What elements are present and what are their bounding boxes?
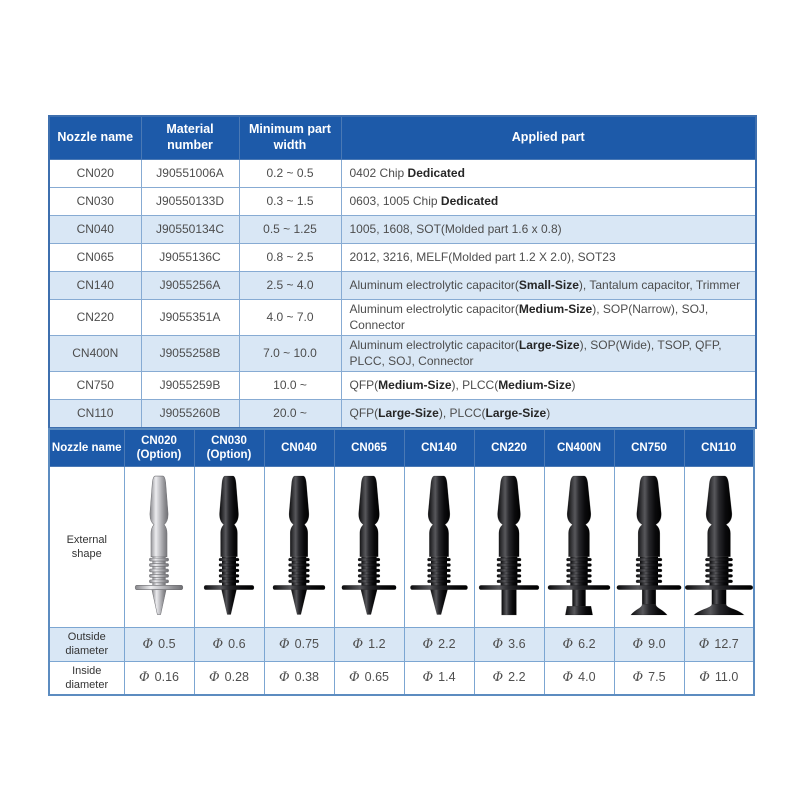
phi-symbol: Φ	[422, 670, 434, 686]
nozzle-name-cell: CN030	[49, 188, 141, 216]
spec-row-CN750	[49, 372, 756, 400]
diameter-value: 4.0	[578, 670, 596, 685]
col-header-applied-part: Applied part	[341, 116, 756, 160]
material-number-cell: J90550134C	[141, 216, 239, 244]
diameter-value: 0.5	[158, 636, 176, 651]
applied-part-cell	[341, 188, 756, 216]
material-number-cell: J9055258B	[141, 336, 239, 372]
inside-diameter-CN040	[264, 661, 334, 695]
shape-col-header-CN140: CN140	[404, 429, 474, 467]
diameter-value: 7.5	[648, 670, 666, 685]
diameter-value: 9.0	[648, 636, 666, 651]
applied-part-text: Aluminum electrolytic capacitor(	[349, 338, 519, 353]
diameter-value: 0.6	[228, 636, 246, 651]
phi-symbol: Φ	[492, 636, 504, 652]
minimum-part-width-cell: 0.5 ~ 1.25	[239, 216, 341, 244]
shape-col-header-CN400N: CN400N	[544, 429, 614, 467]
shape-col-header-CN110: CN110	[684, 429, 754, 467]
outside-diameter-CN040	[264, 628, 334, 662]
outside-diameter-CN030	[194, 628, 264, 662]
phi-symbol: Φ	[699, 670, 710, 686]
spec-header-row	[49, 116, 756, 160]
applied-part-cell	[341, 160, 756, 188]
shape-col-header-option: (Option)	[206, 449, 252, 461]
applied-part-cell	[341, 336, 756, 372]
outside-diameter-CN400N	[544, 628, 614, 662]
outside-diameter-CN020	[124, 628, 194, 662]
inside-diameter-CN140	[404, 661, 474, 695]
material-number-cell: J9055259B	[141, 372, 239, 400]
material-number-cell: J9055351A	[141, 300, 239, 336]
diameter-value: 0.16	[154, 670, 179, 685]
spec-row-CN040	[49, 216, 756, 244]
applied-part-bold-text: Dedicated	[440, 193, 499, 208]
shape-col-header-CN020: CN020 (Option)	[124, 429, 194, 467]
inside-diameter-CN220	[474, 661, 544, 695]
applied-part-cell	[341, 216, 756, 244]
applied-part-bold-text: Large-Size	[485, 406, 547, 421]
spec-row-CN110	[49, 400, 756, 429]
phi-symbol: Φ	[562, 636, 574, 652]
inside-diameter-CN030	[194, 661, 264, 695]
nozzle-shape-table	[48, 428, 755, 696]
phi-symbol: Φ	[278, 636, 290, 652]
inside-diameter-CN020	[124, 661, 194, 695]
shape-col-header-CN220: CN220	[474, 429, 544, 467]
phi-symbol: Φ	[422, 636, 434, 652]
diameter-value: 0.28	[224, 670, 249, 685]
phi-symbol: Φ	[562, 670, 574, 686]
phi-symbol: Φ	[632, 636, 644, 652]
inside-diameter-CN065	[334, 661, 404, 695]
applied-part-bold-text: Dedicated	[407, 165, 465, 180]
nozzle-image-CN750	[614, 467, 684, 628]
external-shape-row	[49, 467, 754, 628]
phi-symbol: Φ	[138, 670, 150, 686]
applied-part-cell	[341, 372, 756, 400]
phi-symbol: Φ	[632, 670, 644, 686]
diameter-value: 3.6	[508, 636, 526, 651]
applied-part-text: ), Tantalum capacitor, Trimmer	[578, 277, 741, 292]
applied-part-text: 1005, 1608, SOT(Molded part 1.6 x 0.8)	[349, 221, 562, 236]
row-label-external-shape: External shape	[49, 467, 124, 628]
diameter-value: 1.2	[368, 636, 386, 651]
col-header-material-number: Material number	[141, 116, 239, 160]
nozzle-image-CN030	[194, 467, 264, 628]
applied-part-bold-text: Medium-Size	[378, 378, 452, 393]
phi-symbol: Φ	[142, 636, 154, 652]
outside-diameter-CN220	[474, 628, 544, 662]
material-number-cell: J9055260B	[141, 400, 239, 429]
diameter-value: 12.7	[714, 636, 739, 651]
nozzle-image-CN040	[264, 467, 334, 628]
nozzle-name-cell: CN020	[49, 160, 141, 188]
minimum-part-width-cell: 7.0 ~ 10.0	[239, 336, 341, 372]
diameter-value: 1.4	[438, 670, 456, 685]
corner-header-nozzle-name: Nozzle name	[49, 429, 124, 467]
spec-row-CN030	[49, 188, 756, 216]
applied-part-text: ), PLCC(	[451, 378, 499, 393]
minimum-part-width-cell: 0.8 ~ 2.5	[239, 244, 341, 272]
outside-diameter-CN110	[684, 628, 754, 662]
outside-diameter-row	[49, 628, 754, 662]
nozzle-image-CN065	[334, 467, 404, 628]
col-header-minimum-part-width: Minimum part width	[239, 116, 341, 160]
nozzle-name-cell: CN065	[49, 244, 141, 272]
shape-col-header-CN030: CN030 (Option)	[194, 429, 264, 467]
phi-symbol: Φ	[212, 636, 224, 652]
outside-diameter-CN140	[404, 628, 474, 662]
shape-header-row	[49, 429, 754, 467]
applied-part-text: QFP(	[349, 406, 379, 421]
applied-part-text: 0402 Chip	[349, 165, 408, 180]
outside-diameter-CN065	[334, 628, 404, 662]
nozzle-image-CN220	[474, 467, 544, 628]
diameter-value: 0.75	[294, 636, 319, 651]
diameter-value: 2.2	[438, 636, 456, 651]
nozzle-name-cell: CN040	[49, 216, 141, 244]
nozzle-image-CN110	[684, 467, 754, 628]
applied-part-text: ), SOP(Narrow), SOJ, Connector	[349, 302, 709, 332]
applied-part-text: 2012, 3216, MELF(Molded part 1.2 X 2.0), SOT23	[349, 249, 616, 264]
nozzle-name-cell: CN750	[49, 372, 141, 400]
nozzle-image-CN140	[404, 467, 474, 628]
nozzle-name-cell: CN140	[49, 272, 141, 300]
diameter-value: 6.2	[578, 636, 596, 651]
applied-part-text: )	[571, 378, 576, 393]
diameter-value: 11.0	[714, 670, 739, 685]
shape-col-header-CN040: CN040	[264, 429, 334, 467]
applied-part-text: ), SOP(Wide), TSOP, QFP, PLCC, SOJ, Connector	[349, 338, 722, 368]
shape-col-header-CN750: CN750	[614, 429, 684, 467]
col-header-nozzle-name: Nozzle name	[49, 116, 141, 160]
applied-part-text: )	[546, 406, 551, 421]
material-number-cell: J9055256A	[141, 272, 239, 300]
nozzle-name-cell: CN110	[49, 400, 141, 429]
phi-symbol: Φ	[208, 670, 220, 686]
shape-col-header-CN065: CN065	[334, 429, 404, 467]
applied-part-text: QFP(	[349, 378, 379, 393]
material-number-cell: J90550133D	[141, 188, 239, 216]
inside-diameter-row	[49, 661, 754, 695]
minimum-part-width-cell: 4.0 ~ 7.0	[239, 300, 341, 336]
applied-part-bold-text: Medium-Size	[518, 302, 593, 316]
applied-part-bold-text: Large-Size	[518, 338, 580, 353]
applied-part-bold-text: Small-Size	[518, 277, 579, 292]
nozzle-image-CN400N	[544, 467, 614, 628]
nozzle-spec-table	[48, 115, 757, 429]
minimum-part-width-cell: 2.5 ~ 4.0	[239, 272, 341, 300]
spec-row-CN065	[49, 244, 756, 272]
spec-row-CN400N	[49, 336, 756, 372]
row-label-outside-diameter: Outside diameter	[49, 628, 124, 662]
diameter-value: 0.65	[364, 670, 389, 685]
applied-part-text: Aluminum electrolytic capacitor(	[349, 277, 519, 292]
spec-row-CN140	[49, 272, 756, 300]
minimum-part-width-cell: 0.3 ~ 1.5	[239, 188, 341, 216]
material-number-cell: J90551006A	[141, 160, 239, 188]
applied-part-cell	[341, 244, 756, 272]
applied-part-cell	[341, 400, 756, 429]
inside-diameter-CN750	[614, 661, 684, 695]
spec-row-CN220	[49, 300, 756, 336]
spec-row-CN020	[49, 160, 756, 188]
phi-symbol: Φ	[352, 636, 364, 652]
minimum-part-width-cell: 10.0 ~	[239, 372, 341, 400]
outside-diameter-CN750	[614, 628, 684, 662]
applied-part-text: ), PLCC(	[438, 406, 486, 421]
material-number-cell: J9055136C	[141, 244, 239, 272]
applied-part-cell	[341, 300, 756, 336]
phi-symbol: Φ	[698, 636, 710, 652]
applied-part-bold-text: Medium-Size	[498, 378, 572, 393]
applied-part-bold-text: Large-Size	[378, 406, 439, 421]
row-label-inside-diameter: Inside diameter	[49, 661, 124, 695]
phi-symbol: Φ	[348, 670, 360, 686]
inside-diameter-CN400N	[544, 661, 614, 695]
minimum-part-width-cell: 0.2 ~ 0.5	[239, 160, 341, 188]
shape-col-header-option: (Option)	[136, 449, 182, 461]
nozzle-image-CN020	[124, 467, 194, 628]
nozzle-name-cell: CN220	[49, 300, 141, 336]
applied-part-text: 0603, 1005 Chip	[349, 193, 441, 208]
minimum-part-width-cell: 20.0 ~	[239, 400, 341, 429]
applied-part-text: Aluminum electrolytic capacitor(	[349, 302, 519, 316]
phi-symbol: Φ	[492, 670, 504, 686]
diameter-value: 2.2	[508, 670, 526, 685]
phi-symbol: Φ	[278, 670, 290, 686]
inside-diameter-CN110	[684, 661, 754, 695]
applied-part-cell	[341, 272, 756, 300]
diameter-value: 0.38	[294, 670, 319, 685]
nozzle-name-cell: CN400N	[49, 336, 141, 372]
